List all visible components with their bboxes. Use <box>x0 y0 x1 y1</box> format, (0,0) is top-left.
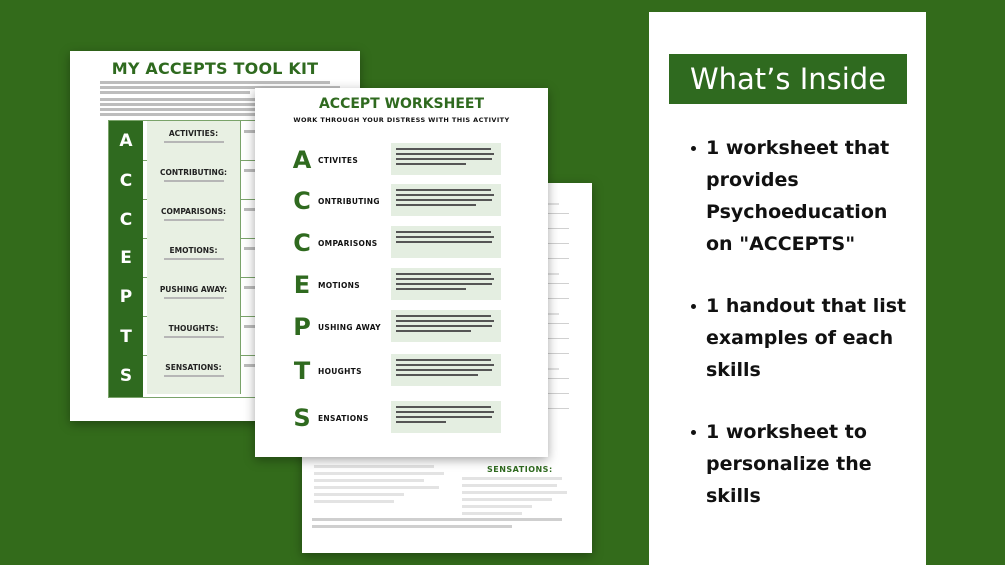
worksheet-item-description <box>391 184 501 216</box>
toolkit-row-label: COMPARISONS: <box>161 207 226 216</box>
bullet-icon <box>691 304 696 309</box>
feature-item <box>691 290 917 386</box>
feature-list <box>691 132 917 542</box>
writing-lines <box>547 203 569 423</box>
bullet-icon <box>691 430 696 435</box>
whats-inside-heading: What’s Inside <box>669 54 907 104</box>
worksheet-item-description <box>391 226 501 258</box>
worksheet-item-word: ENSATIONS <box>318 414 369 423</box>
whats-inside-panel <box>649 12 926 565</box>
feature-item <box>691 416 917 512</box>
worksheet-item-word: ONTRIBUTING <box>318 197 380 206</box>
worksheet-item-description <box>391 354 501 386</box>
worksheet-item-letter: T <box>293 357 311 385</box>
toolkit-letter: T <box>120 327 132 347</box>
worksheet-title: ACCEPT WORKSHEET <box>318 96 485 112</box>
worksheet-item-description <box>391 143 501 175</box>
worksheet-item <box>288 184 540 218</box>
sensations-left-column <box>314 465 454 507</box>
toolkit-letter-column <box>109 121 143 397</box>
toolkit-title: MY ACCEPTS TOOL KIT <box>111 59 319 78</box>
worksheet-page <box>255 88 548 457</box>
worksheet-item-letter: E <box>293 271 311 299</box>
toolkit-letter: S <box>119 366 133 386</box>
worksheet-item <box>288 401 540 435</box>
sensations-heading: SENSATIONS: <box>487 465 553 474</box>
worksheet-item-word: CTIVITES <box>318 156 359 165</box>
toolkit-row-label: ACTIVITIES: <box>168 129 219 138</box>
toolkit-row-label: PUSHING AWAY: <box>159 285 228 294</box>
toolkit-letter: E <box>120 248 132 268</box>
feature-text: 1 worksheet that provides Psychoeducation on "ACCEPTS" <box>706 137 890 255</box>
worksheet-item-letter: C <box>293 187 311 215</box>
toolkit-row-label: CONTRIBUTING: <box>160 168 227 177</box>
worksheet-item-word: OMPARISONS <box>318 239 378 248</box>
worksheet-item <box>288 354 540 388</box>
worksheet-item-letter: S <box>293 404 311 432</box>
worksheet-subtitle: WORK THROUGH YOUR DISTRESS WITH THIS ACTIVITY <box>293 116 510 124</box>
worksheet-item <box>288 143 540 177</box>
worksheet-item-description <box>391 268 501 300</box>
worksheet-item-letter: A <box>292 146 312 174</box>
worksheet-item-letter: C <box>293 229 311 257</box>
toolkit-letter: A <box>119 131 133 151</box>
footer-text-lines <box>312 518 572 532</box>
toolkit-letter: C <box>119 171 133 191</box>
worksheet-item-description <box>391 310 501 342</box>
toolkit-row-label: EMOTIONS: <box>169 246 218 255</box>
feature-item <box>691 132 917 260</box>
toolkit-row-label: THOUGHTS: <box>168 324 219 333</box>
worksheet-item <box>288 268 540 302</box>
worksheet-item-word: HOUGHTS <box>318 367 362 376</box>
worksheet-item-letter: P <box>293 313 311 341</box>
worksheet-item-word: USHING AWAY <box>318 323 381 332</box>
toolkit-letter: P <box>119 287 133 307</box>
feature-text: 1 handout that list examples of each skills <box>706 295 907 381</box>
worksheet-item-description <box>391 401 501 433</box>
bullet-icon <box>691 146 696 151</box>
feature-text: 1 worksheet to personalize the skills <box>706 421 872 507</box>
worksheet-item-word: MOTIONS <box>318 281 360 290</box>
toolkit-row-label: SENSATIONS: <box>165 363 222 372</box>
toolkit-letter: C <box>119 210 133 230</box>
worksheet-item <box>288 226 540 260</box>
worksheet-item <box>288 310 540 344</box>
sensations-right-column <box>462 477 572 519</box>
